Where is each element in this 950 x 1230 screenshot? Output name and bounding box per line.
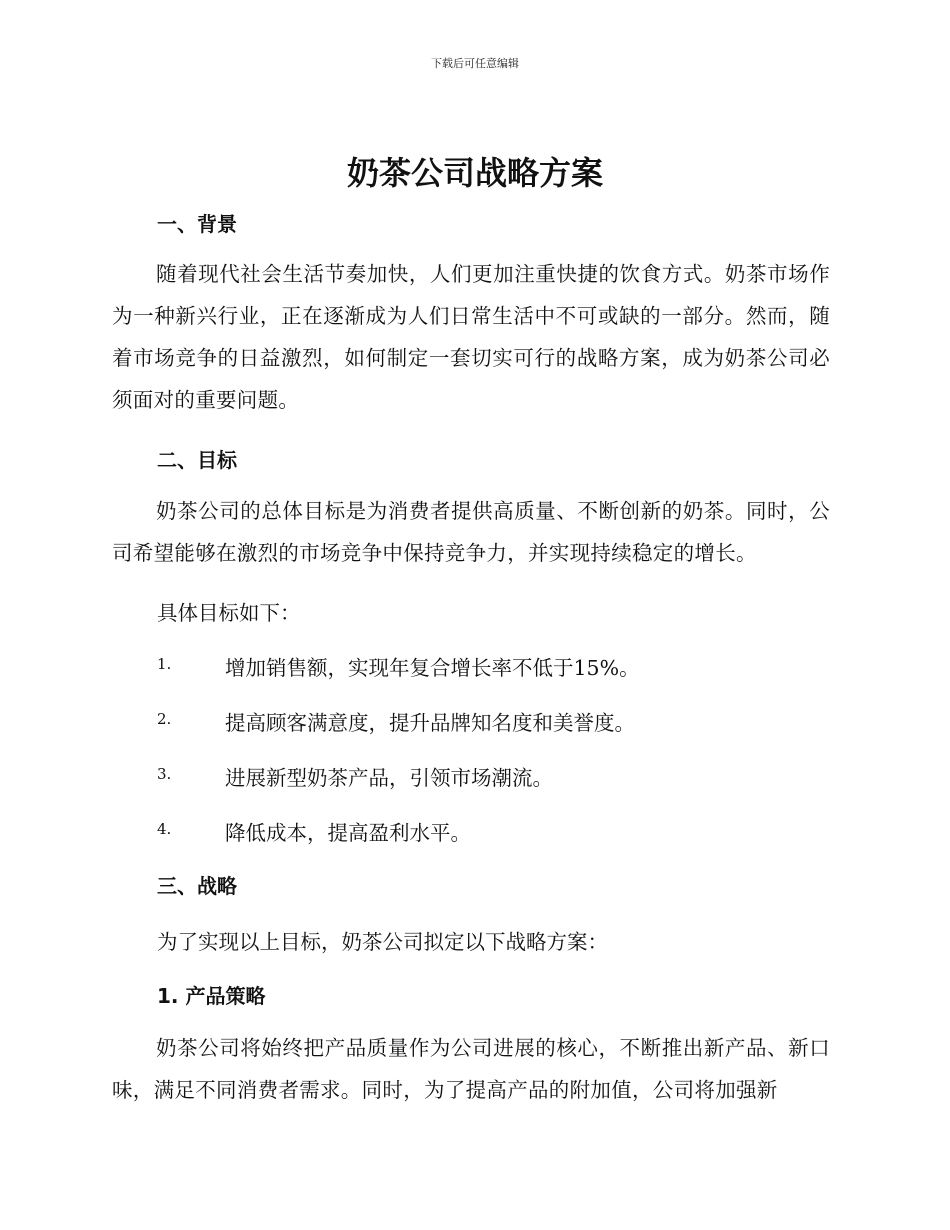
section-heading-goals: 二、目标 — [157, 448, 237, 472]
list-item-number: 4. — [157, 820, 172, 838]
background-paragraph: 随着现代社会生活节奏加快，人们更加注重快捷的饮食方式。奶茶市场作为一种新兴行业，正在逐渐成为人们日常生活中不可或缺的一部分。然而，随着市场竞争的日益激烈，如何制定一套切实可行的战略方案，成为奶茶公司必须面对的重要问题。 — [112, 262, 830, 412]
section-heading-background: 一、背景 — [157, 212, 237, 236]
list-item-number: 2. — [157, 710, 172, 728]
strategy-intro: 为了实现以上目标，奶茶公司拟定以下战略方案： — [157, 930, 608, 954]
list-item-number: 3. — [157, 765, 172, 783]
list-item-text: 增加销售额，实现年复合增长率不低于15%。 — [225, 656, 640, 680]
document-title: 奶茶公司战略方案 — [346, 154, 603, 192]
list-item-text: 降低成本，提高盈利水平。 — [225, 821, 471, 845]
goals-intro: 具体目标如下： — [157, 601, 301, 625]
list-item-text: 进展新型奶茶产品，引领市场潮流。 — [225, 766, 553, 790]
product-strategy-paragraph: 奶茶公司将始终把产品质量作为公司进展的核心，不断推出新产品、新口味，满足不同消费者需求。同时，为了提高产品的附加值，公司将加强新 — [112, 1036, 830, 1102]
list-item-number: 1. — [157, 655, 172, 673]
section-heading-strategy: 三、战略 — [157, 874, 237, 898]
page-header-note: 下载后可任意编辑 — [431, 57, 519, 70]
list-item-text: 提高顾客满意度，提升品牌知名度和美誉度。 — [225, 711, 635, 735]
goals-paragraph: 奶茶公司的总体目标是为消费者提供高质量、不断创新的奶茶。同时，公司希望能够在激烈的市场竞争中保持竞争力，并实现持续稳定的增长。 — [112, 499, 830, 565]
subsection-heading-product-strategy: 1. 产品策略 — [157, 984, 266, 1008]
